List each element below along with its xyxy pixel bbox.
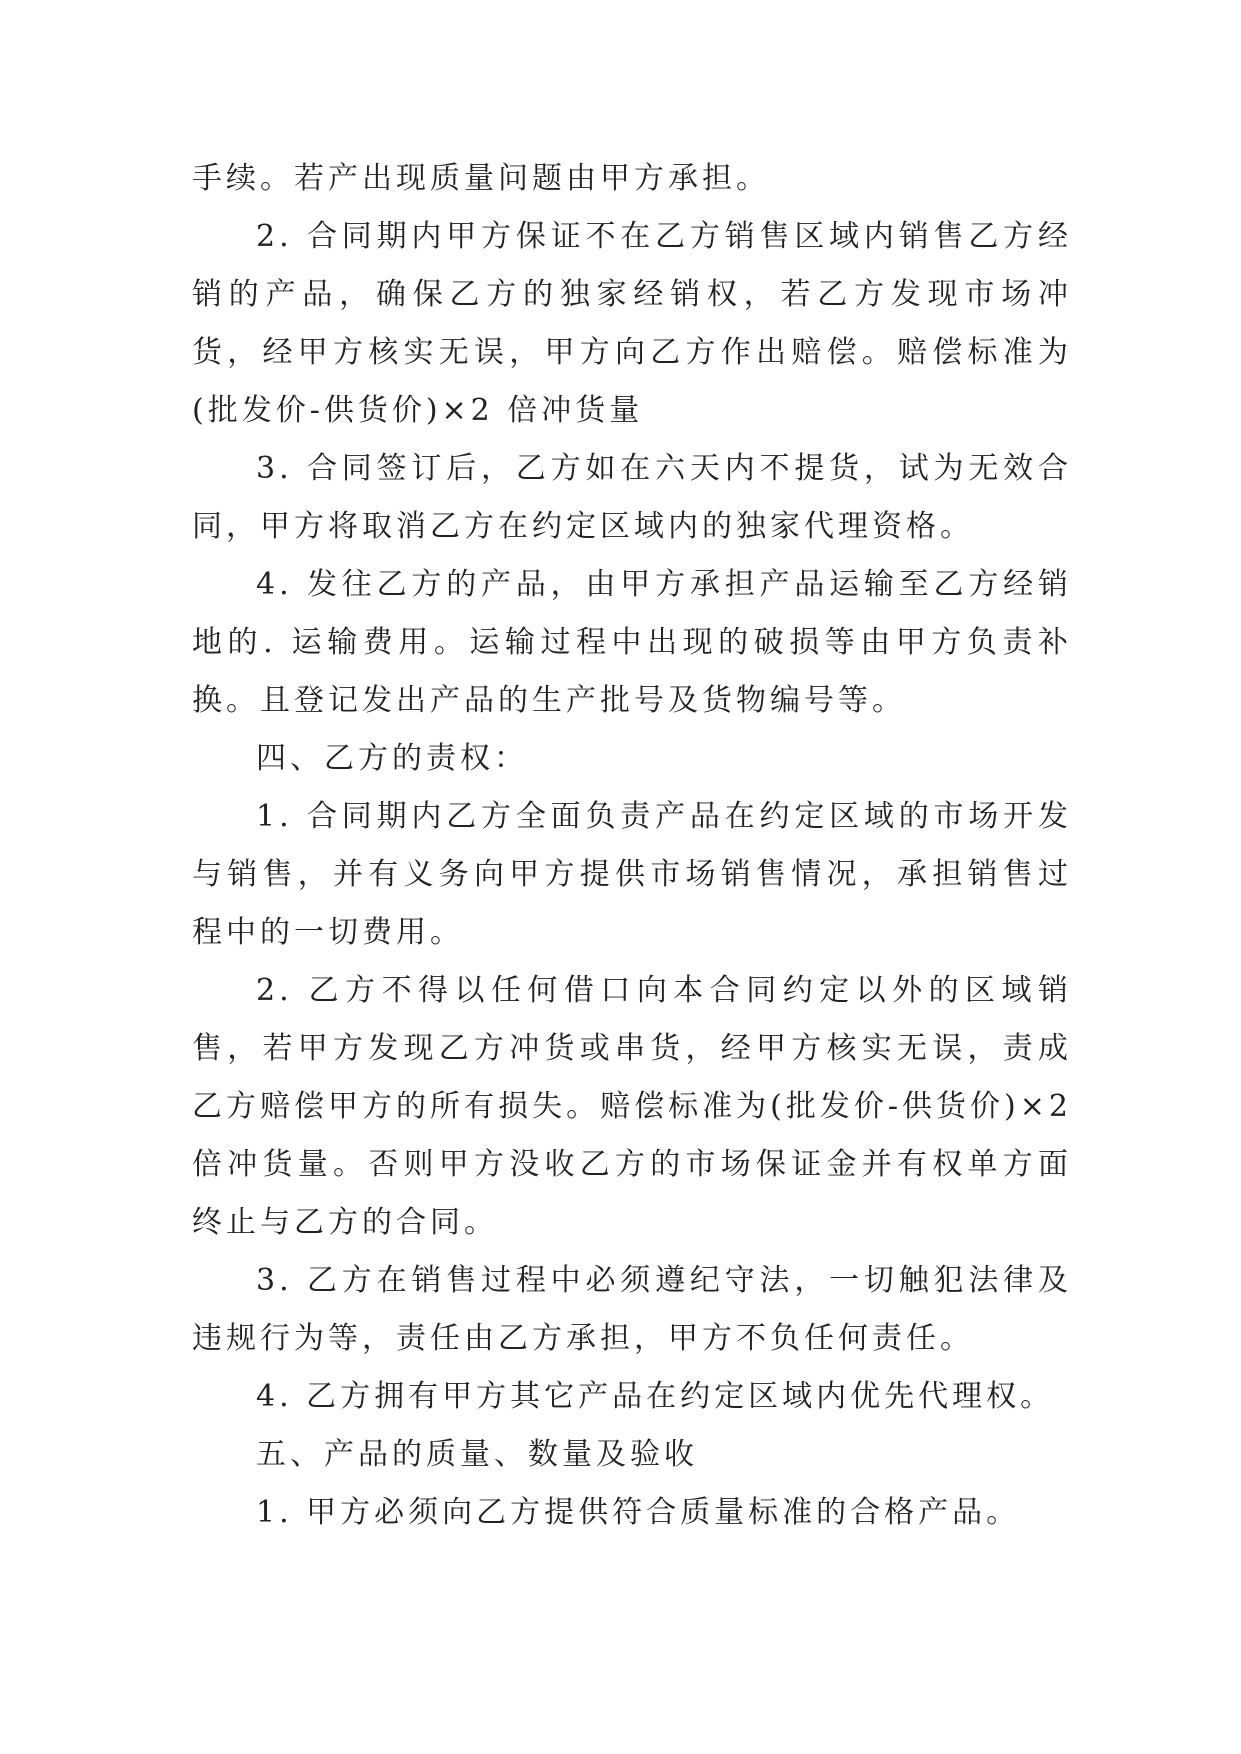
document-body [192, 150, 1072, 1542]
paragraph-clause-5-1: 1. 甲方必须向乙方提供符合质量标准的合格产品。 [256, 1495, 1021, 1530]
paragraph-clause-3-3: 3. 合同签订后，乙方如在六天内不提货，试为无效合同，甲方将取消乙方在约定区域内的独家代理资格。 [192, 451, 1072, 544]
section-heading-5: 五、产品的质量、数量及验收 [256, 1437, 698, 1472]
paragraph-clause-4-3: 3. 乙方在销售过程中必须遵纪守法，一切触犯法律及违规行为等，责任由乙方承担，甲方不负任何责任。 [192, 1263, 1072, 1356]
paragraph-clause-4-2: 2. 乙方不得以任何借口向本合同约定以外的区域销售，若甲方发现乙方冲货或串货，经甲方核实无误，责成乙方赔偿甲方的所有损失。赔偿标准为(批发价-供货价)×2 倍冲货量。否则甲方没收乙方的市场保证金并有权单方面终止与乙方的合同。 [192, 973, 1072, 1240]
section-heading-4: 四、乙方的责权： [256, 741, 528, 776]
paragraph-clause-3-2: 2. 合同期内甲方保证不在乙方销售区域内销售乙方经销的产品，确保乙方的独家经销权，若乙方发现市场冲货，经甲方核实无误，甲方向乙方作出赔偿。赔偿标准为(批发价-供货价)×2 倍冲货量 [192, 219, 1072, 428]
paragraph-clause-4-1: 1. 合同期内乙方全面负责产品在约定区域的市场开发与销售，并有义务向甲方提供市场销售情况，承担销售过程中的一切费用。 [192, 799, 1072, 950]
paragraph-clause-3-4: 4. 发往乙方的产品，由甲方承担产品运输至乙方经销地的. 运输费用。运输过程中出现的破损等由甲方负责补换。且登记发出产品的生产批号及货物编号等。 [192, 567, 1072, 718]
paragraph-continuation: 手续。若产出现质量问题由甲方承担。 [192, 161, 770, 196]
paragraph-clause-4-4: 4. 乙方拥有甲方其它产品在约定区域内优先代理权。 [256, 1379, 1055, 1414]
